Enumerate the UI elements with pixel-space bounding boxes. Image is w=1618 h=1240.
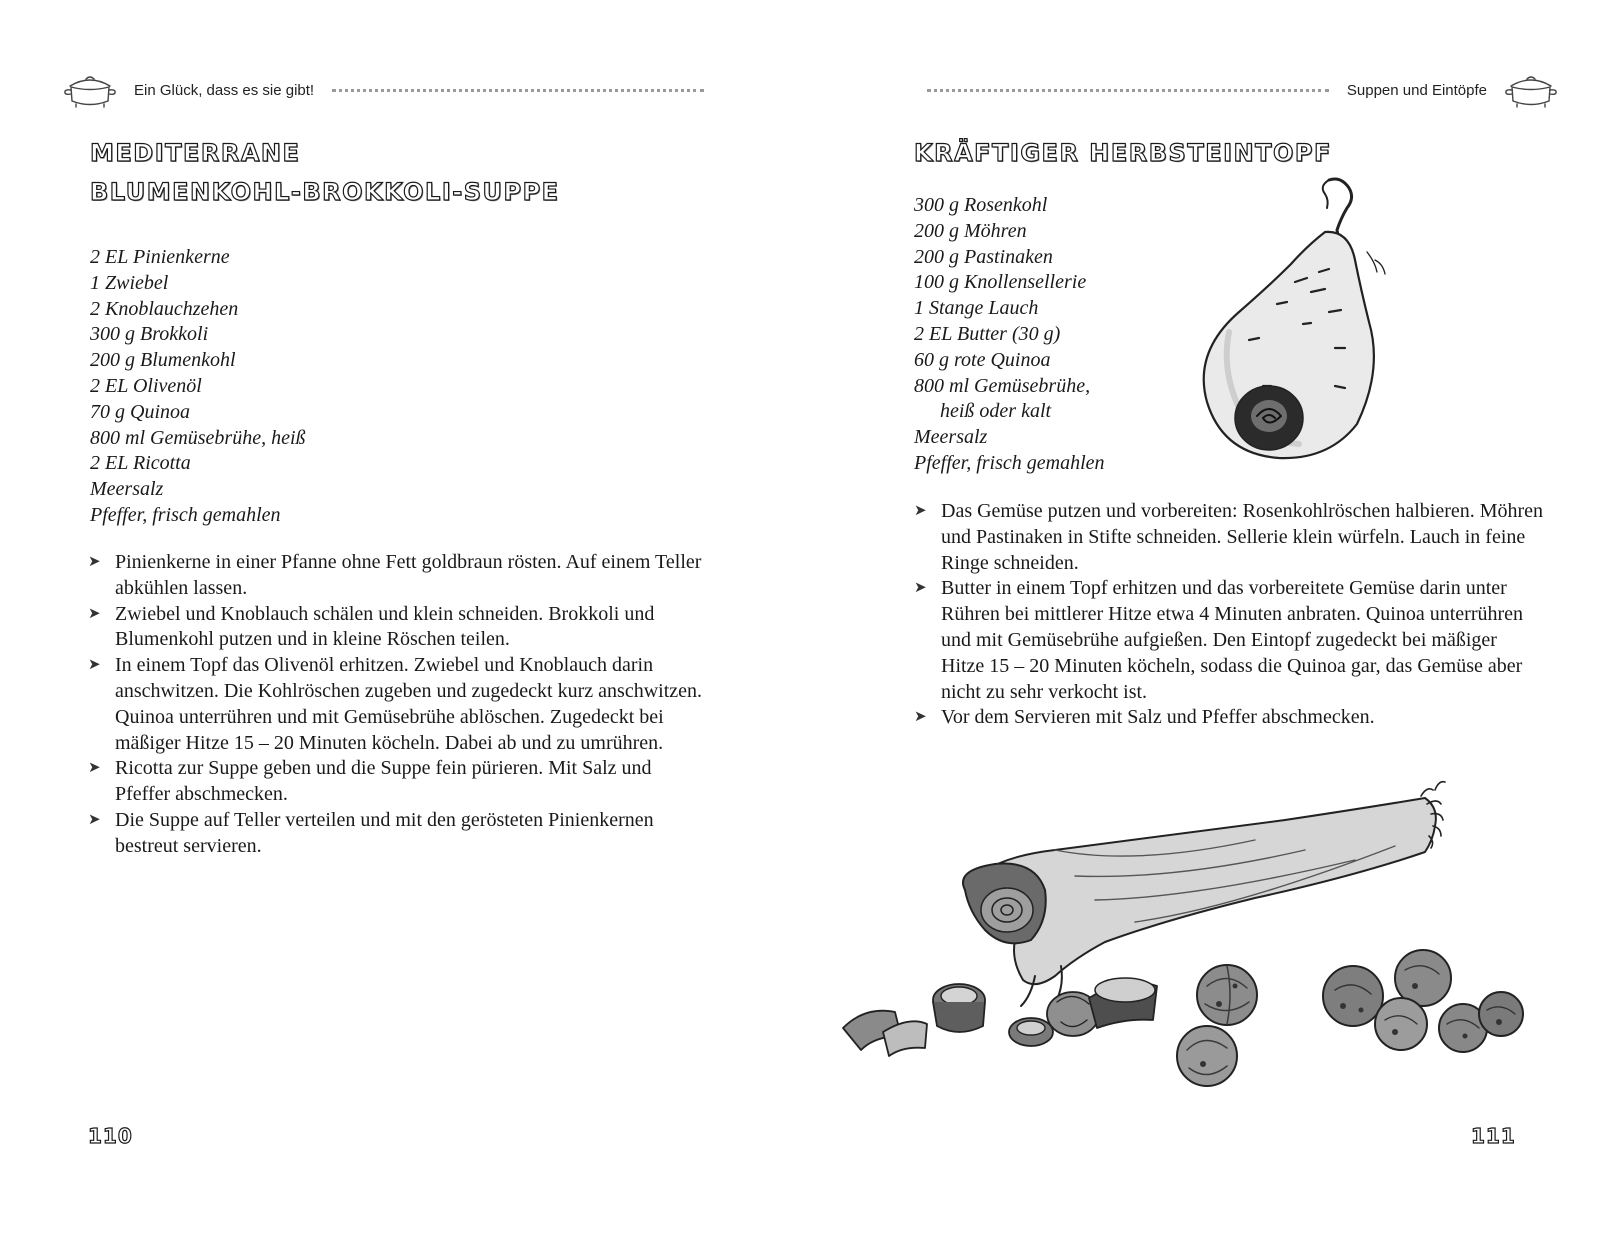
- arrow-bullet-icon: ➤: [914, 709, 927, 726]
- cooking-pot-icon: [1503, 70, 1559, 110]
- ingredient-item: 200 g Blumenkohl: [90, 349, 236, 372]
- ingredient-item: 300 g Rosenkohl: [914, 194, 1048, 216]
- ingredient-item: 1 Zwiebel: [90, 271, 169, 294]
- arrow-bullet-icon: ➤: [88, 554, 101, 570]
- ingredient-item: 2 EL Pinienkerne: [90, 246, 230, 268]
- instruction-text: Pinienkerne in einer Pfanne ohne Fett goldbraun rösten. Auf einem Teller abkühlen lassen.: [115, 551, 702, 599]
- ingredient-item: 800 ml Gemüsebrühe, heiß: [90, 426, 306, 449]
- instruction-text: Zwiebel und Knoblauch schälen und klein schneiden. Brokkoli und Blumenkohl putzen und in kleine Röschen teilen.: [115, 602, 655, 651]
- arrow-bullet-icon: ➤: [914, 503, 927, 519]
- running-head-left: [62, 70, 722, 110]
- ingredient-item-continued: heiß oder kalt: [940, 400, 1052, 423]
- recipe-title-line: BLUMENKOHL-BROKKOLI-SUPPE: [90, 178, 560, 206]
- arrow-bullet-icon: ➤: [88, 657, 101, 674]
- ingredient-item: 2 EL Olivenöl: [90, 374, 202, 397]
- instruction-text: Die Suppe auf Teller verteilen und mit den gerösteten Pinienkernen bestreut servieren.: [115, 808, 654, 857]
- arrow-bullet-icon: ➤: [88, 760, 101, 777]
- ingredient-item: 70 g Quinoa: [90, 400, 190, 423]
- ingredient-item: 800 ml Gemüsebrühe,: [914, 374, 1091, 397]
- ingredient-item: 300 g Brokkoli: [90, 323, 209, 346]
- parsnip-illustration: [1179, 172, 1409, 472]
- page-number: 111: [1471, 1124, 1516, 1148]
- ingredient-item: Pfeffer, frisch gemahlen: [90, 503, 281, 526]
- instruction-step: [914, 499, 1544, 576]
- ingredient-item: Meersalz: [914, 426, 988, 449]
- instruction-step: [88, 653, 708, 756]
- ingredient-item: 200 g Pastinaken: [914, 245, 1053, 268]
- ingredient-item: Meersalz: [90, 478, 164, 501]
- instruction-list: [88, 550, 708, 860]
- instruction-text: In einem Topf das Olivenöl erhitzen. Zwiebel und Knoblauch darin anschwitzen. Die Kohlröschen zugeben und zugedeckt kurz anschwitzen. Quinoa unterrühren und mit Gemüsebrühe ablöschen. Zugedeckt bei mäßiger Hitze 15 – 20 Minuten köcheln. Dabei ab und zu umrühren.: [115, 654, 703, 754]
- ingredient-item: 200 g Möhren: [914, 219, 1027, 242]
- leek-and-brussels-sprouts-illustration: [835, 780, 1535, 1110]
- recipe-title: KRÄFTIGER HERBSTEINTOPF: [914, 139, 1332, 167]
- instruction-step: [88, 756, 708, 808]
- arrow-bullet-icon: ➤: [914, 580, 927, 597]
- running-head-text: Suppen und Eintöpfe: [1346, 81, 1487, 99]
- instruction-text: Ricotta zur Suppe geben und die Suppe fein pürieren. Mit Salz und Pfeffer abschmecken.: [115, 757, 652, 806]
- instruction-step: [88, 808, 708, 860]
- dotted-rule: [332, 89, 704, 92]
- instruction-step: [914, 705, 1544, 731]
- ingredient-list: [90, 245, 306, 529]
- ingredient-item: 60 g rote Quinoa: [914, 348, 1051, 371]
- ingredient-item: 2 Knoblauchzehen: [90, 297, 239, 320]
- ingredient-item: Pfeffer, frisch gemahlen: [914, 451, 1105, 474]
- recipe-title: [90, 134, 710, 212]
- instruction-step: [88, 550, 708, 602]
- instruction-text: Butter in einem Topf erhitzen und das vorbereitete Gemüse darin unter Rühren bei mittlerer Hitze etwa 4 Minuten anbraten. Quinoa unterrühren und mit Gemüsebrühe aufgießen. Den Eintopf zugedeckt bei mäßiger Hitze 15 – 20 Minuten köcheln, sodass die Quinoa gar, das Gemüse aber nicht zu sehr verkocht ist.: [941, 577, 1524, 703]
- ingredient-item: 2 EL Ricotta: [90, 452, 191, 475]
- arrow-bullet-icon: ➤: [88, 605, 101, 622]
- cooking-pot-icon: [62, 70, 118, 110]
- recipe-title-line: MEDITERRANE: [90, 139, 301, 167]
- page-number: 110: [88, 1124, 133, 1148]
- right-page: [809, 0, 1618, 1240]
- instruction-step: [914, 576, 1544, 705]
- instruction-list: [914, 499, 1544, 731]
- ingredient-item: 100 g Knollensellerie: [914, 271, 1087, 294]
- ingredient-item: 1 Stange Lauch: [914, 297, 1039, 320]
- instruction-text: Das Gemüse putzen und vorbereiten: Rosenkohlröschen halbieren. Möhren und Pastinaken in Stifte schneiden. Sellerie klein würfeln. Lauch in feine Ringe schneiden.: [941, 500, 1544, 574]
- ingredient-item: 2 EL Butter (30 g): [914, 322, 1061, 345]
- running-head-text: Ein Glück, dass es sie gibt!: [134, 81, 315, 99]
- instruction-step: [88, 602, 708, 654]
- instruction-text: Vor dem Servieren mit Salz und Pfeffer abschmecken.: [941, 706, 1375, 729]
- running-head-right: [909, 70, 1559, 110]
- arrow-bullet-icon: ➤: [88, 811, 101, 828]
- dotted-rule: [927, 89, 1329, 92]
- ingredient-list: [914, 193, 1105, 477]
